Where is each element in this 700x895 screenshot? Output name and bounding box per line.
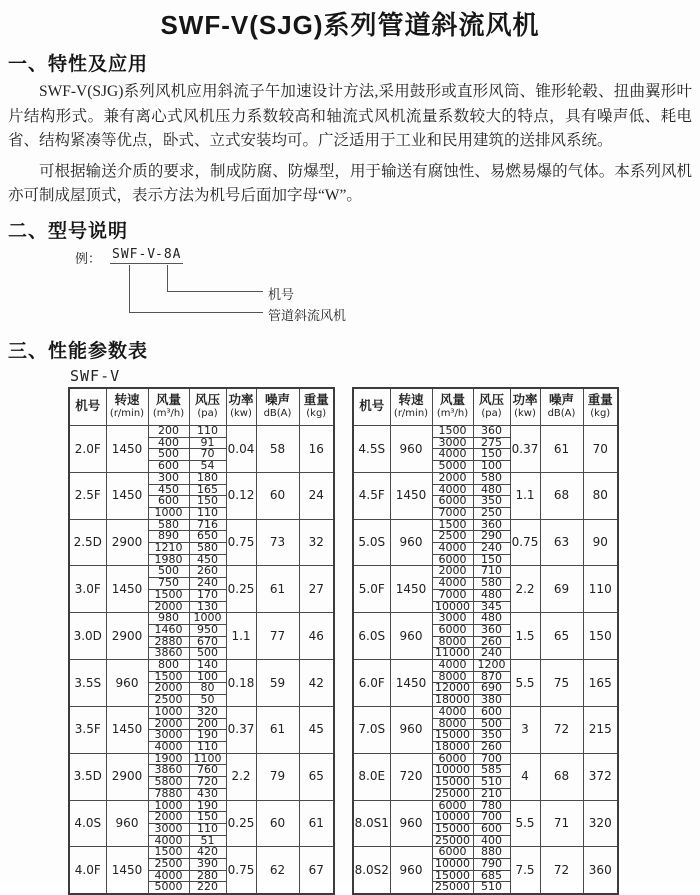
noise-cell: 65 [540,613,583,660]
section-features-heading: 一、特性及应用 [8,49,700,76]
column-header-speed: 转速 (r/min) [106,388,148,426]
flow-cell: 25000 [432,835,473,847]
pressure-cell: 110 [189,507,226,519]
flow-cell: 4000 [148,835,189,847]
pressure-cell: 190 [189,800,226,812]
model-cell: 3.0D [69,613,106,660]
pressure-cell: 510 [473,882,510,894]
power-cell: 0.75 [226,519,256,566]
pressure-cell: 700 [473,812,510,824]
pressure-cell: 600 [473,706,510,718]
flow-cell: 500 [148,566,189,578]
pressure-cell: 420 [189,847,226,859]
column-header-model: 机号 [69,388,106,426]
column-header-noise: 噪声 dB(A) [256,388,299,426]
pressure-cell: 450 [189,554,226,566]
model-cell: 2.5F [69,472,106,519]
callout-line-size-horizontal [167,291,263,292]
callout-line-series-vertical [129,265,130,313]
noise-cell: 68 [540,472,583,519]
flow-cell: 2000 [432,472,473,484]
noise-cell: 60 [256,472,299,519]
flow-cell: 4000 [432,543,473,555]
model-cell: 6.0F [353,660,390,707]
noise-cell: 63 [540,519,583,566]
flow-cell: 200 [148,426,189,438]
flow-cell: 6000 [432,753,473,765]
pressure-cell: 180 [189,472,226,484]
example-prefix-label: 例： [75,248,101,267]
flow-cell: 4000 [432,578,473,590]
pressure-cell: 130 [189,601,226,613]
column-header-speed: 转速 (r/min) [390,388,432,426]
flow-cell: 6000 [432,554,473,566]
noise-cell: 61 [540,426,583,473]
flow-cell: 5000 [148,882,189,894]
fan-size-label: 机号 [268,284,294,303]
model-cell: 5.0S [353,519,390,566]
flow-cell: 600 [148,461,189,473]
flow-cell: 890 [148,531,189,543]
pressure-cell: 1200 [473,660,510,672]
flow-cell: 5800 [148,777,189,789]
pressure-cell: 290 [473,531,510,543]
pressure-cell: 580 [189,543,226,555]
weight-cell: 16 [299,426,334,473]
pressure-cell: 91 [189,437,226,449]
column-header-model: 机号 [353,388,390,426]
features-paragraph-1: SWF-V(SJG)系列风机应用斜流子午加速设计方法,采用鼓形或直形风筒、锥形轮毂、扭曲翼形叶片结构形式。兼有离心式风机压力系数较高和轴流式风机流量系数较大的特点，具有噪声低、耗电省、结构紧凑等优点，卧式、立式安装均可。广泛适用于工业和民用建筑的送排风系统。 [8,80,692,154]
pressure-cell: 480 [473,613,510,625]
weight-cell: 24 [299,472,334,519]
pressure-cell: 780 [473,800,510,812]
pressure-cell: 150 [189,812,226,824]
pressure-cell: 250 [473,507,510,519]
power-cell: 0.04 [226,426,256,473]
pressure-cell: 51 [189,835,226,847]
pressure-cell: 480 [473,589,510,601]
speed-cell: 960 [390,847,432,894]
model-cell: 4.0S [69,800,106,847]
flow-cell: 12000 [432,683,473,695]
pressure-cell: 360 [473,426,510,438]
model-cell: 3.5S [69,660,106,707]
flow-cell: 7000 [432,507,473,519]
flow-cell: 3860 [148,765,189,777]
pressure-cell: 870 [473,671,510,683]
column-header-flow: 风量 (m³/h) [432,388,473,426]
model-cell: 4.5S [353,426,390,473]
power-cell: 5.5 [510,660,540,707]
flow-cell: 3860 [148,648,189,660]
flow-cell: 1500 [432,519,473,531]
noise-cell: 60 [256,800,299,847]
weight-cell: 372 [583,753,618,800]
model-cell: 8.0S1 [353,800,390,847]
speed-cell: 1450 [390,566,432,613]
pressure-cell: 345 [473,601,510,613]
power-cell: 0.75 [510,519,540,566]
column-header-power: 功率 (kw) [510,388,540,426]
power-cell: 3 [510,706,540,753]
pressure-cell: 140 [189,660,226,672]
pressure-cell: 350 [473,496,510,508]
pressure-cell: 580 [473,472,510,484]
pressure-cell: 500 [473,718,510,730]
weight-cell: 46 [299,613,334,660]
weight-cell: 42 [299,660,334,707]
flow-cell: 1210 [148,543,189,555]
speed-cell: 960 [390,613,432,660]
model-cell: 3.5D [69,753,106,800]
pressure-cell: 220 [189,882,226,894]
flow-cell: 1000 [148,800,189,812]
speed-cell: 2900 [106,519,148,566]
weight-cell: 67 [299,847,334,894]
column-header-weight: 重量 (kg) [583,388,618,426]
flow-cell: 2500 [432,531,473,543]
speed-cell: 960 [106,800,148,847]
flow-cell: 8000 [432,671,473,683]
noise-cell: 59 [256,660,299,707]
flow-cell: 2000 [148,718,189,730]
power-cell: 7.5 [510,847,540,894]
pressure-cell: 790 [473,859,510,871]
flow-cell: 2000 [148,683,189,695]
power-cell: 0.37 [226,706,256,753]
flow-cell: 4000 [432,449,473,461]
pressure-cell: 100 [189,671,226,683]
flow-cell: 450 [148,484,189,496]
model-cell: 2.5D [69,519,106,566]
pressure-cell: 210 [473,788,510,800]
pressure-cell: 760 [189,765,226,777]
noise-cell: 72 [540,706,583,753]
pressure-cell: 320 [189,706,226,718]
power-cell: 5.5 [510,800,540,847]
weight-cell: 320 [583,800,618,847]
power-cell: 0.25 [226,800,256,847]
speed-cell: 960 [390,426,432,473]
flow-cell: 10000 [432,859,473,871]
pressure-cell: 710 [473,566,510,578]
flow-cell: 1500 [432,426,473,438]
flow-cell: 8000 [432,718,473,730]
pressure-cell: 280 [189,870,226,882]
model-cell: 5.0F [353,566,390,613]
speed-cell: 2900 [106,613,148,660]
flow-cell: 15000 [432,730,473,742]
noise-cell: 62 [256,847,299,894]
pressure-cell: 170 [189,589,226,601]
flow-cell: 7880 [148,788,189,800]
flow-cell: 4000 [432,660,473,672]
flow-cell: 3000 [432,437,473,449]
speed-cell: 1450 [106,566,148,613]
flow-cell: 25000 [432,788,473,800]
pressure-cell: 360 [473,624,510,636]
flow-cell: 580 [148,519,189,531]
pressure-cell: 350 [473,730,510,742]
weight-cell: 215 [583,706,618,753]
noise-cell: 61 [256,566,299,613]
pressure-cell: 510 [473,777,510,789]
series-name-label: 管道斜流风机 [268,305,346,324]
speed-cell: 960 [106,660,148,707]
power-cell: 2.2 [226,753,256,800]
example-model-code: SWF-V [110,247,158,264]
power-cell: 0.25 [226,566,256,613]
pressure-cell: 360 [473,519,510,531]
model-cell: 4.5F [353,472,390,519]
power-cell: 0.12 [226,472,256,519]
pressure-cell: 70 [189,449,226,461]
speed-cell: 720 [390,753,432,800]
flow-cell: 1000 [148,706,189,718]
pressure-cell: 880 [473,847,510,859]
pressure-cell: 110 [189,741,226,753]
column-header-pressure: 风压 (pa) [189,388,226,426]
model-cell: 2.0F [69,426,106,473]
model-cell: 3.0F [69,566,106,613]
pressure-cell: 1000 [189,613,226,625]
flow-cell: 3000 [148,823,189,835]
pressure-cell: 600 [473,823,510,835]
flow-cell: 6000 [432,496,473,508]
weight-cell: 80 [583,472,618,519]
flow-cell: 7000 [432,589,473,601]
pressure-cell: 200 [189,718,226,730]
column-header-power: 功率 (kw) [226,388,256,426]
column-header-noise: 噪声 dB(A) [540,388,583,426]
flow-cell: 4000 [148,741,189,753]
power-cell: 1.1 [226,613,256,660]
flow-cell: 1000 [148,507,189,519]
flow-cell: 25000 [432,882,473,894]
speed-cell: 1450 [106,706,148,753]
model-cell: 8.0S2 [353,847,390,894]
pressure-cell: 190 [189,730,226,742]
noise-cell: 79 [256,753,299,800]
pressure-cell: 50 [189,695,226,707]
speed-cell: 2900 [106,753,148,800]
flow-cell: 15000 [432,823,473,835]
pressure-cell: 480 [473,484,510,496]
column-header-pressure: 风压 (pa) [473,388,510,426]
model-cell: 3.5F [69,706,106,753]
model-code-diagram [0,247,700,329]
flow-cell: 18000 [432,695,473,707]
power-cell: 2.2 [510,566,540,613]
pressure-cell: 240 [473,648,510,660]
pressure-cell: 100 [473,461,510,473]
weight-cell: 150 [583,613,618,660]
flow-cell: 1500 [148,589,189,601]
pressure-cell: 690 [473,683,510,695]
model-cell: 7.0S [353,706,390,753]
pressure-cell: 275 [473,437,510,449]
pressure-cell: 950 [189,624,226,636]
power-cell: 0.75 [226,847,256,894]
flow-cell: 4000 [432,484,473,496]
flow-cell: 3000 [148,730,189,742]
power-cell: 0.37 [510,426,540,473]
flow-cell: 2500 [148,859,189,871]
flow-cell: 2000 [432,566,473,578]
pressure-cell: 240 [473,543,510,555]
weight-cell: 32 [299,519,334,566]
power-cell: 1.1 [510,472,540,519]
speed-cell: 1450 [106,426,148,473]
pressure-cell: 585 [473,765,510,777]
pressure-cell: 54 [189,461,226,473]
flow-cell: 400 [148,437,189,449]
pressure-cell: 380 [473,695,510,707]
flow-cell: 1900 [148,753,189,765]
speed-cell: 960 [390,800,432,847]
flow-cell: 750 [148,578,189,590]
flow-cell: 6000 [432,624,473,636]
speed-cell: 960 [390,519,432,566]
noise-cell: 77 [256,613,299,660]
weight-cell: 360 [583,847,618,894]
pressure-cell: 150 [189,496,226,508]
pressure-cell: 720 [189,777,226,789]
document-title: SWF-V(SJG)系列管道斜流风机 [0,0,700,42]
flow-cell: 2000 [148,601,189,613]
pressure-cell: 390 [189,859,226,871]
pressure-cell: 260 [473,741,510,753]
flow-cell: 800 [148,660,189,672]
weight-cell: 90 [583,519,618,566]
pressure-cell: 685 [473,870,510,882]
speed-cell: 1450 [106,847,148,894]
pressure-cell: 650 [189,531,226,543]
model-cell: 6.0S [353,613,390,660]
pressure-cell: 580 [473,578,510,590]
pressure-cell: 430 [189,788,226,800]
flow-cell: 15000 [432,777,473,789]
performance-table-right [352,387,619,895]
pressure-cell: 670 [189,636,226,648]
weight-cell: 65 [299,753,334,800]
section-model-heading: 二、型号说明 [8,216,700,243]
power-cell: 4 [510,753,540,800]
pressure-cell: 700 [473,753,510,765]
noise-cell: 71 [540,800,583,847]
flow-cell: 1500 [148,671,189,683]
pressure-cell: 260 [473,636,510,648]
pressure-cell: 1100 [189,753,226,765]
weight-cell: 45 [299,706,334,753]
flow-cell: 2000 [148,812,189,824]
column-header-weight: 重量 (kg) [299,388,334,426]
model-cell: 4.0F [69,847,106,894]
power-cell: 0.18 [226,660,256,707]
flow-cell: 5000 [432,461,473,473]
flow-cell: 2880 [148,636,189,648]
flow-cell: 10000 [432,812,473,824]
flow-cell: 10000 [432,601,473,613]
flow-cell: 1980 [148,554,189,566]
flow-cell: 8000 [432,636,473,648]
speed-cell: 1450 [390,660,432,707]
pressure-cell: 165 [189,484,226,496]
flow-cell: 1460 [148,624,189,636]
flow-cell: 6000 [432,800,473,812]
noise-cell: 58 [256,426,299,473]
flow-cell: 980 [148,613,189,625]
weight-cell: 61 [299,800,334,847]
flow-cell: 18000 [432,741,473,753]
flow-cell: 6000 [432,847,473,859]
weight-cell: 70 [583,426,618,473]
flow-cell: 3000 [432,613,473,625]
pressure-cell: 500 [189,648,226,660]
speed-cell: 1450 [106,472,148,519]
pressure-cell: 150 [473,449,510,461]
pressure-cell: 80 [189,683,226,695]
noise-cell: 61 [256,706,299,753]
features-paragraph-2: 可根据输送介质的要求，制成防腐、防爆型，用于输送有腐蚀性、易燃易爆的气体。本系列风机亦可制成屋顶式，表示方法为机号后面加字母“W”。 [8,160,692,209]
power-cell: 1.5 [510,613,540,660]
callout-line-series-horizontal [129,312,263,313]
weight-cell: 165 [583,660,618,707]
flow-cell: 10000 [432,765,473,777]
example-size-code: -8A [153,247,183,264]
flow-cell: 2500 [148,695,189,707]
pressure-cell: 110 [189,823,226,835]
pressure-cell: 400 [473,835,510,847]
callout-line-size-vertical [167,265,168,292]
flow-cell: 15000 [432,870,473,882]
pressure-cell: 240 [189,578,226,590]
noise-cell: 75 [540,660,583,707]
noise-cell: 69 [540,566,583,613]
noise-cell: 73 [256,519,299,566]
flow-cell: 4000 [432,706,473,718]
pressure-cell: 260 [189,566,226,578]
weight-cell: 110 [583,566,618,613]
speed-cell: 1450 [390,472,432,519]
speed-cell: 960 [390,706,432,753]
flow-cell: 600 [148,496,189,508]
noise-cell: 72 [540,847,583,894]
flow-cell: 500 [148,449,189,461]
pressure-cell: 716 [189,519,226,531]
noise-cell: 68 [540,753,583,800]
flow-cell: 1500 [148,847,189,859]
weight-cell: 27 [299,566,334,613]
flow-cell: 11000 [432,648,473,660]
pressure-cell: 110 [189,426,226,438]
performance-table-left [68,387,335,895]
column-header-flow: 风量 (m³/h) [148,388,189,426]
flow-cell: 300 [148,472,189,484]
performance-tables [68,387,700,895]
section-performance-heading: 三、性能参数表 [8,336,700,363]
flow-cell: 4000 [148,870,189,882]
model-cell: 8.0E [353,753,390,800]
table-series-label: SWF-V [70,367,700,385]
pressure-cell: 150 [473,554,510,566]
